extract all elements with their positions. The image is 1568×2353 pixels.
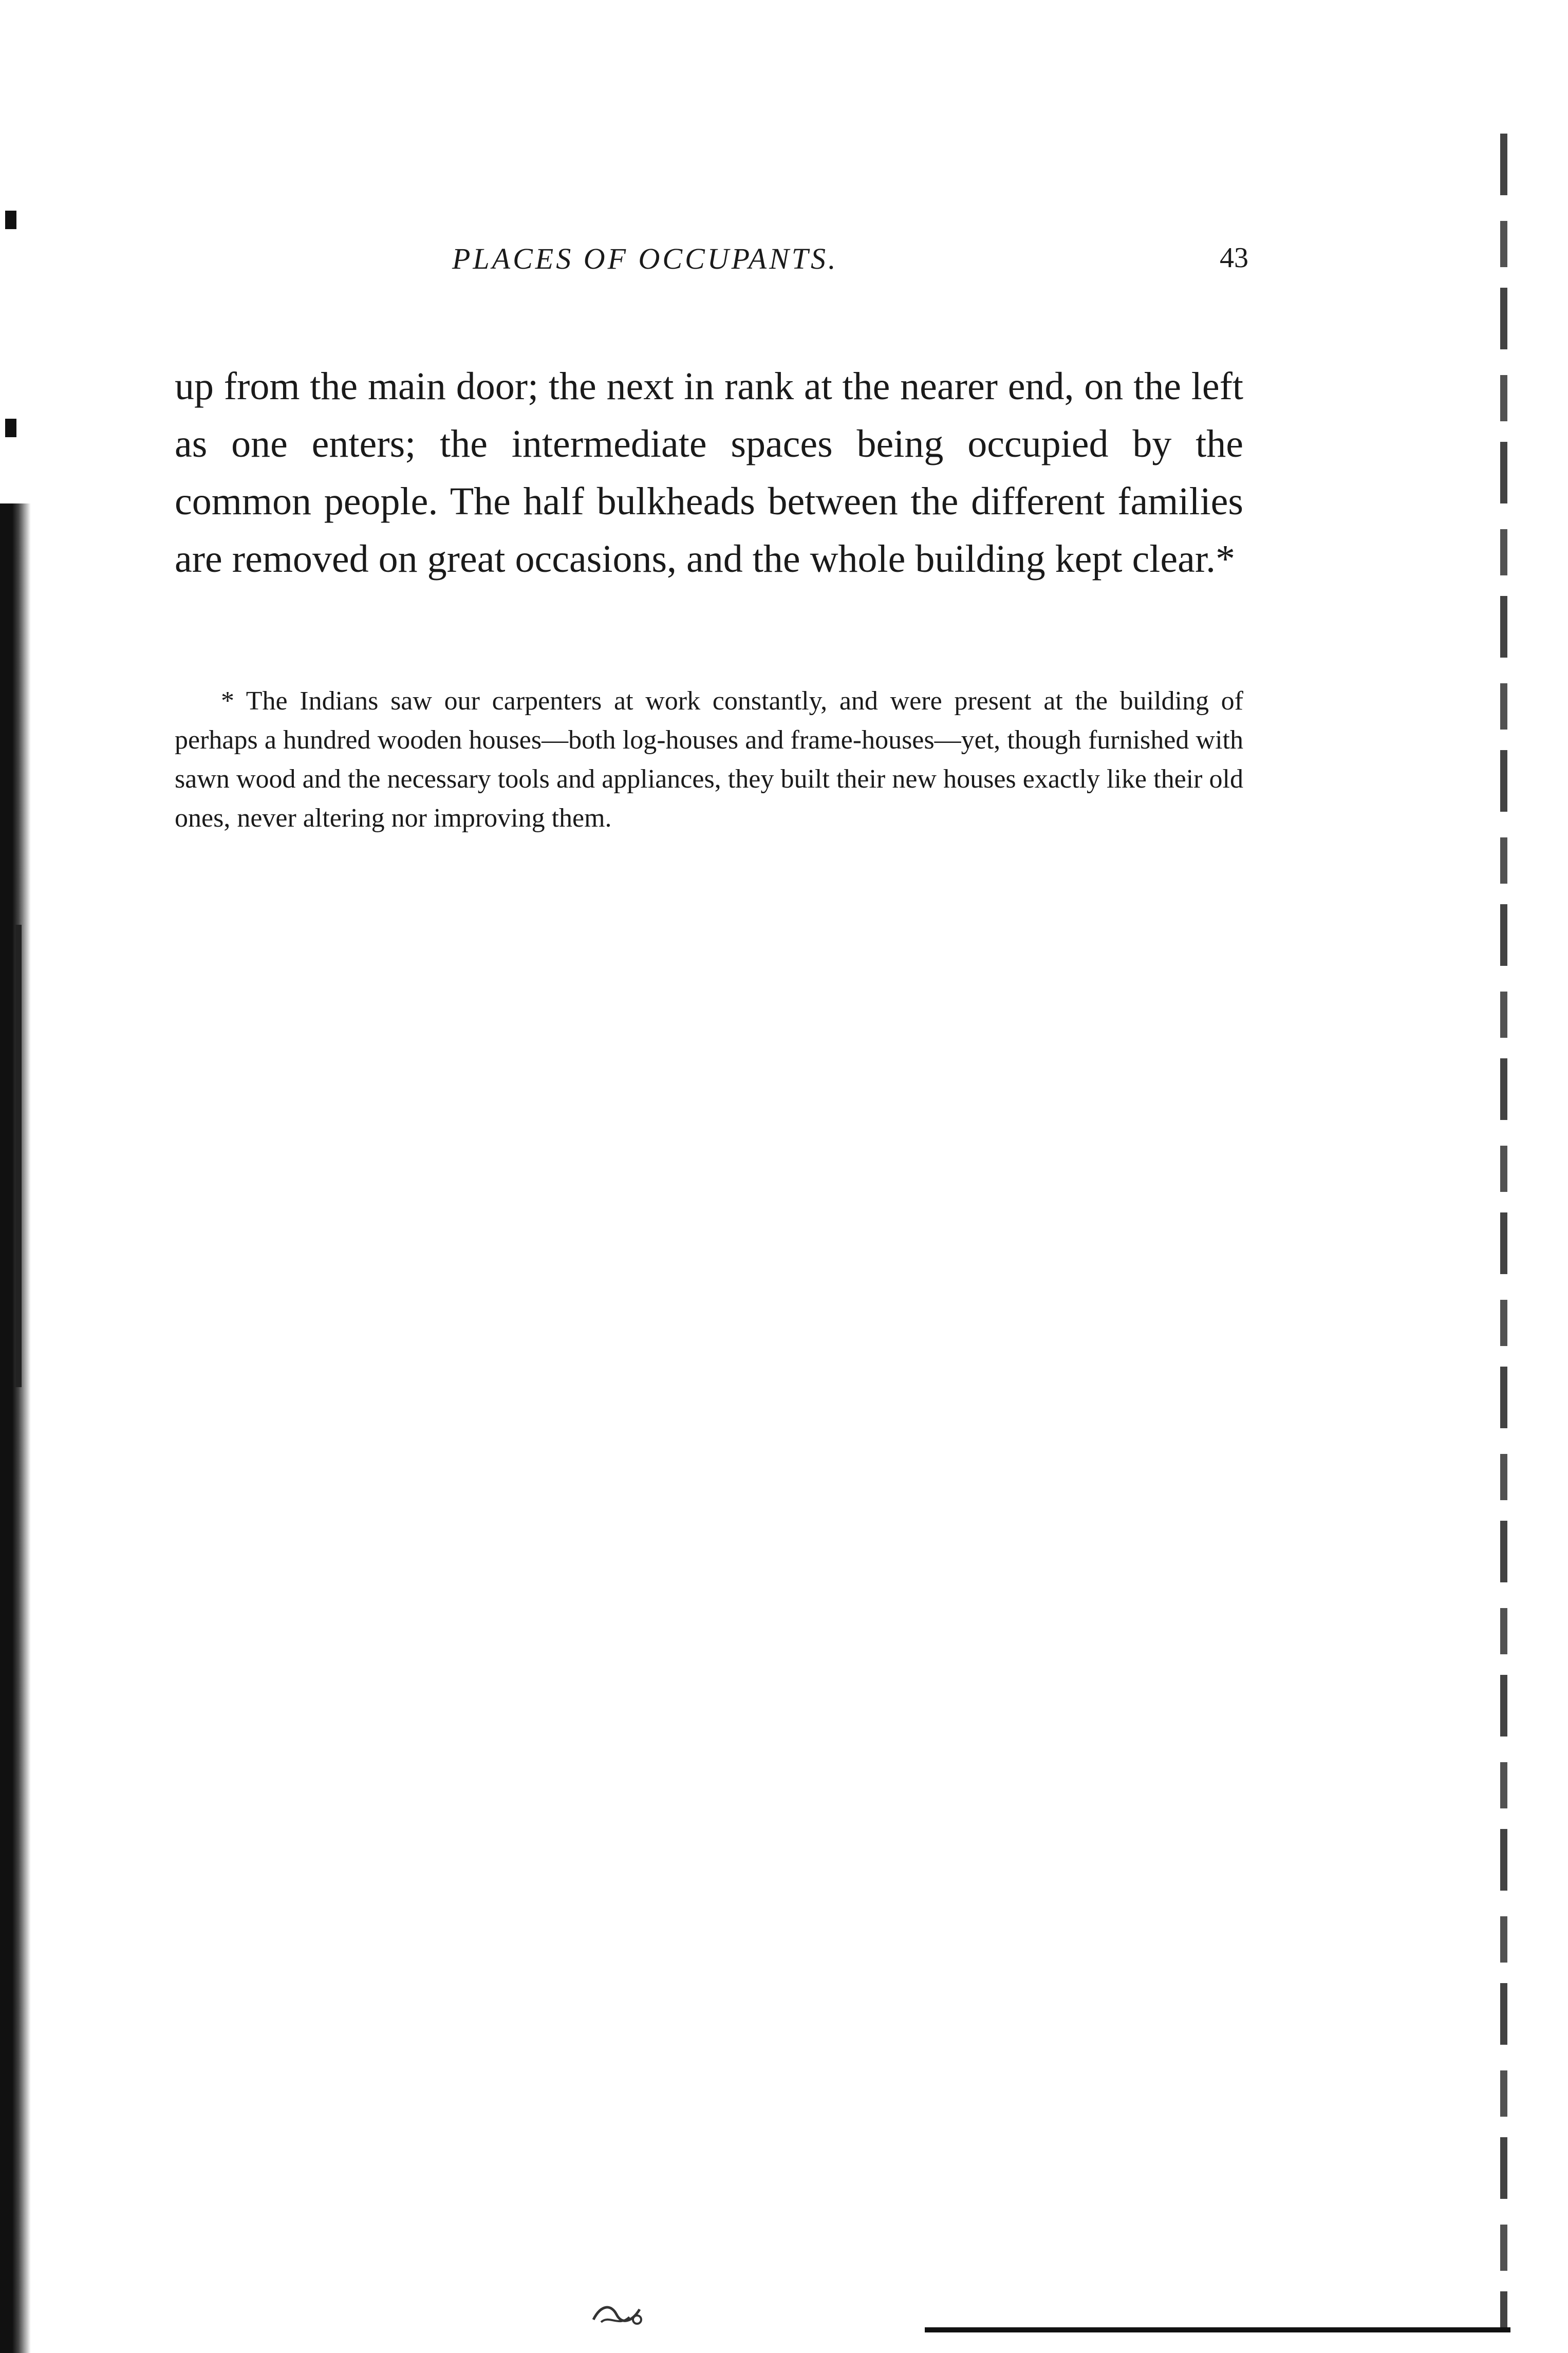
scan-mark: [5, 211, 16, 229]
running-head-title: PLACES OF OCCUPANTS.: [452, 242, 838, 275]
page-edge-right: [1500, 134, 1507, 2332]
running-head: [175, 241, 1248, 283]
footnote: * The Indians saw our carpenters at work constantly, and were present at the building of perhaps a hundred wooden houses—both log-houses and frame-houses—yet, though furnished with sawn wood and the necessary tools and appliances, they built their new houses exactly like their old ones, never altering nor improving them.: [175, 686, 1243, 833]
page-edge-bottom: [925, 2327, 1510, 2332]
binding-shadow-inner: [15, 925, 22, 1387]
scan-mark: [5, 419, 16, 437]
binding-shadow: [0, 503, 31, 2353]
page-number: 43: [1220, 242, 1248, 274]
body-paragraph: up from the main door; the next in rank at the nearer end, on the left as one enters; the intermediate spaces being occupied by the common people. The half bulkheads between the different families are removed on great occasions, and the whole building kept clear.*: [175, 365, 1243, 581]
printer-ornament-icon: [591, 2299, 647, 2330]
